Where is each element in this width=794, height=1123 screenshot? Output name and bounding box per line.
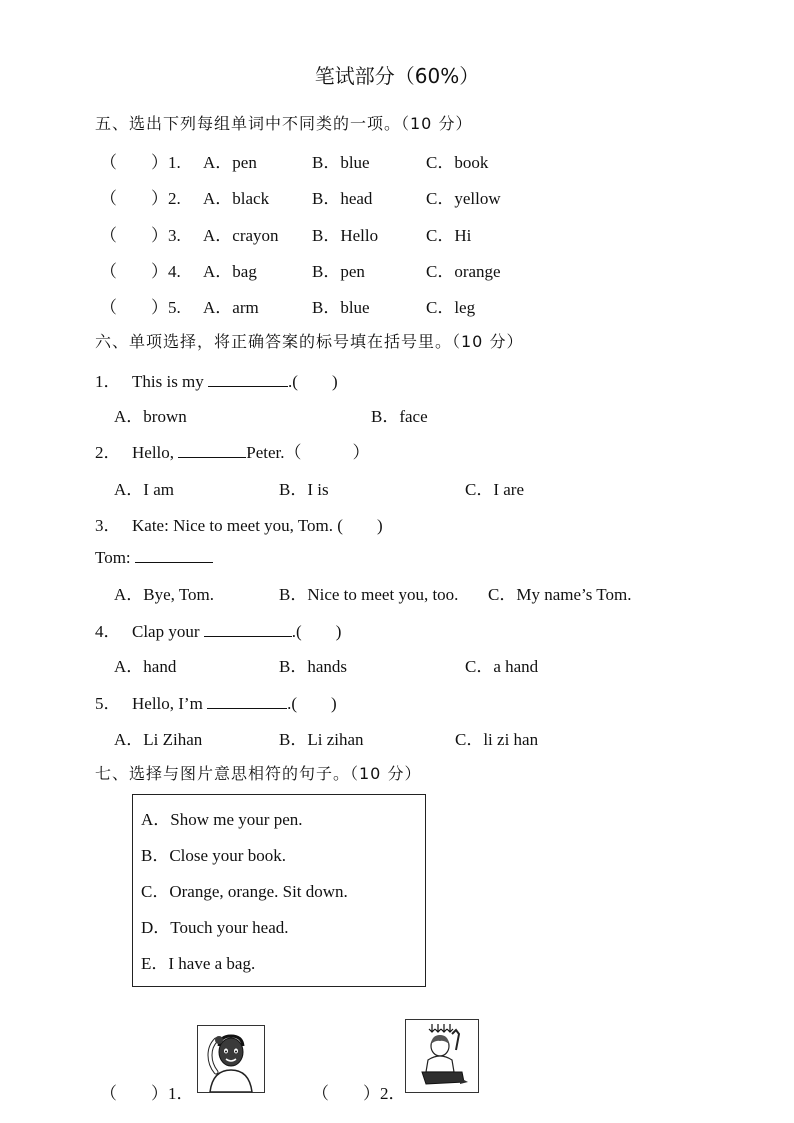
question-text-post: Peter.（ ） (246, 443, 370, 462)
option-a: A．Bye, Tom. (114, 585, 215, 604)
picture-question-paren[interactable]: （ ）1． (100, 1084, 194, 1103)
option-b: B．head (312, 189, 373, 208)
question-text (132, 689, 337, 714)
section-5-heading: 五、选出下列每组单词中不同类的一项。（10 分） (95, 114, 473, 133)
option-b: B．Nice to meet you, too. (279, 585, 459, 604)
question-text-pre: Hello, I’m (132, 694, 208, 713)
option-c: C．My name’s Tom. (488, 585, 632, 604)
option-b: B．Li zihan (279, 730, 364, 749)
answer-blank[interactable] (178, 441, 246, 458)
question-paren[interactable]: （ ）1. (100, 153, 181, 172)
question-number: 3． (95, 516, 121, 535)
option-a: A．Show me your pen. (141, 810, 303, 829)
option-a: A．I am (114, 480, 174, 499)
question-paren[interactable]: （ ）2. (100, 189, 181, 208)
answer-blank[interactable] (207, 692, 287, 709)
option-c: C．li zi han (455, 730, 539, 749)
answer-blank[interactable] (204, 620, 292, 637)
option-a: A．brown (114, 407, 187, 426)
question-text: Kate: Nice to meet you, Tom. ( ) (132, 516, 383, 535)
question-number: 1． (95, 372, 121, 391)
option-c: C．Hi (426, 226, 472, 245)
page-title: 笔试部分（60%） (314, 64, 480, 88)
option-c: C．yellow (426, 189, 501, 208)
question-text-post: .( ) (291, 622, 342, 641)
question-paren[interactable]: （ ）5. (100, 298, 181, 317)
option-c: C．leg (426, 298, 476, 317)
option-c: C．Orange, orange. Sit down. (141, 882, 348, 901)
option-b: B．face (371, 407, 428, 426)
question-text-post: .( ) (287, 694, 337, 713)
reply-line (95, 546, 213, 568)
question-number: 2． (95, 443, 121, 462)
option-a: A．crayon (203, 226, 279, 245)
picture-touch-head (197, 1025, 265, 1093)
question-text-post: .( ) (288, 372, 338, 391)
child-touching-head-illustration (198, 1026, 264, 1092)
option-a: A．black (203, 189, 270, 208)
section-7-heading: 七、选择与图片意思相符的句子。（10 分） (95, 764, 422, 783)
option-a: A．pen (203, 153, 257, 172)
option-c: C．orange (426, 262, 501, 281)
child-sitting-down-illustration (406, 1020, 478, 1092)
option-b: B．Hello (312, 226, 379, 245)
option-e: E．I have a bag. (141, 954, 256, 973)
option-a: A．Li Zihan (114, 730, 203, 749)
question-number: 5． (95, 694, 121, 713)
option-b: B．blue (312, 298, 370, 317)
question-paren[interactable]: （ ）4. (100, 262, 181, 281)
option-a: A．hand (114, 657, 177, 676)
option-c: C．a hand (465, 657, 539, 676)
option-a: A．bag (203, 262, 257, 281)
option-d: D．Touch your head. (141, 918, 289, 937)
option-b: B．hands (279, 657, 347, 676)
speaker-label: Tom: (95, 548, 135, 567)
question-number: 4． (95, 622, 121, 641)
question-paren[interactable]: （ ）3. (100, 226, 181, 245)
section-6-heading: 六、单项选择，将正确答案的标号填在括号里。（10 分） (95, 332, 524, 351)
question-text (132, 438, 370, 463)
option-b: B．pen (312, 262, 365, 281)
question-text (132, 617, 341, 642)
answer-blank[interactable] (208, 370, 288, 387)
picture-sit-down (405, 1019, 479, 1093)
question-text-pre: This is my (132, 372, 209, 391)
answer-blank[interactable] (135, 546, 213, 563)
option-b: B．blue (312, 153, 370, 172)
option-b: B．I is (279, 480, 329, 499)
question-text-pre: Hello, (132, 443, 179, 462)
option-c: C．book (426, 153, 489, 172)
option-b: B．Close your book. (141, 846, 286, 865)
option-c: C．I are (465, 480, 525, 499)
question-text (132, 367, 338, 392)
question-text-pre: Clap your (132, 622, 204, 641)
option-a: A．arm (203, 298, 259, 317)
picture-question-paren[interactable]: （ ）2． (312, 1084, 406, 1103)
options-box (132, 794, 426, 987)
